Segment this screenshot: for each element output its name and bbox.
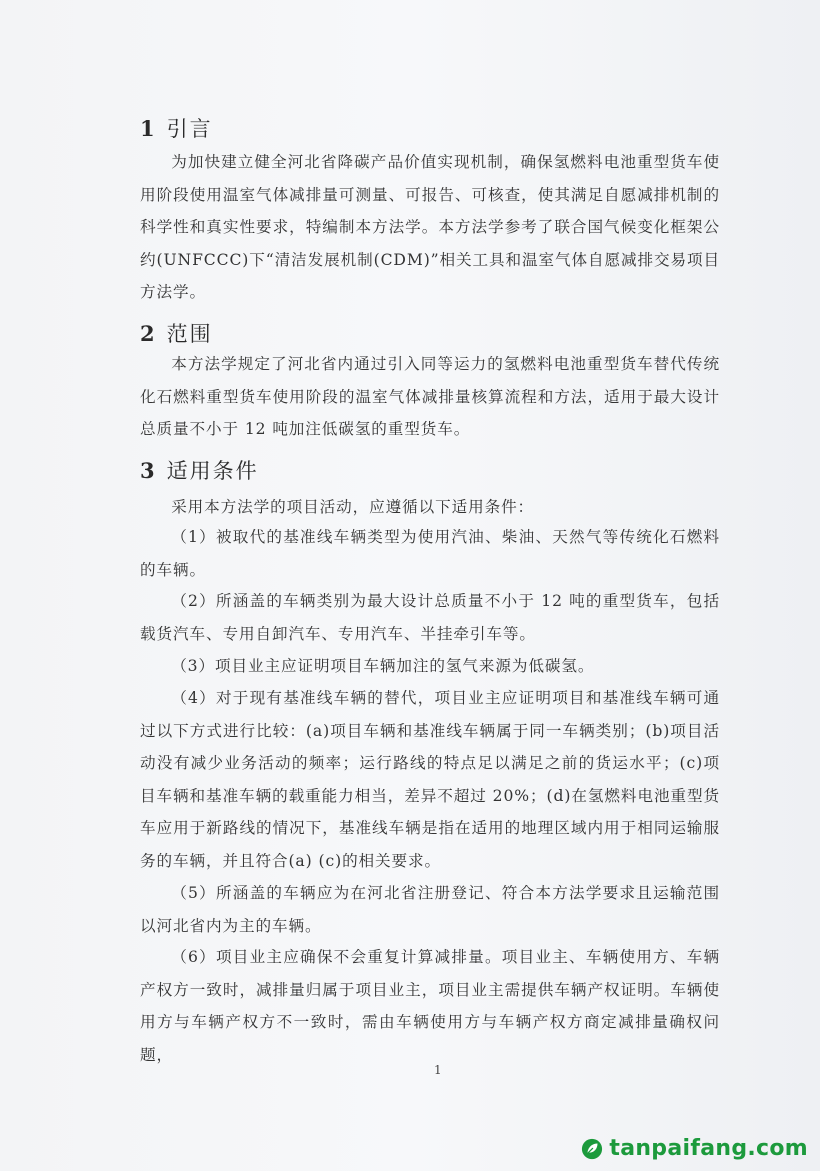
condition-5: （5）所涵盖的车辆应为在河北省注册登记、符合本方法学要求且运输范围以河北省内为主的车辆。: [140, 884, 720, 935]
watermark: [581, 1136, 808, 1161]
paragraph-intro: 为加快建立健全河北省降碳产品价值实现机制，确保氢燃料电池重型货车使用阶段使用温室气体减排量可测量、可报告、可核查，使其满足自愿减排机制的科学性和真实性要求，特编制本方法学。本方法学参考了联合国气候变化框架公约(UNFCCC)下“清洁发展机制(CDM)”相关工具和温室气体自愿减排交易项目方法学。: [140, 153, 720, 302]
condition-4: （4）对于现有基准线车辆的替代，项目业主应证明项目和基准线车辆可通过以下方式进行比较：(a)项目车辆和基准线车辆属于同一车辆类别；(b)项目活动没有减少业务活动的频率；运行路线的特点足以满足之前的货运水平；(c)项目车辆和基准车辆的载重能力相当，差异不超过 20%；(d)在氢燃料电池重型货车应用于新路线的情况下，基准线车辆是指在适用的地理区域内用于相同运输服务的车辆，并且符合(a) (c)的相关要求。: [140, 689, 720, 870]
section-heading-scope: [140, 318, 213, 348]
section-title: 适用条件: [166, 459, 259, 483]
section-heading-conditions: [140, 455, 259, 485]
section-title: 引言: [166, 117, 213, 141]
section-number: 2: [140, 321, 157, 346]
section-number: 1: [140, 116, 157, 141]
condition-1: （1）被取代的基准线车辆类型为使用汽油、柴油、天然气等传统化石燃料的车辆。: [140, 528, 720, 579]
condition-6: （6）项目业主应确保不会重复计算减排量。项目业主、车辆使用方、车辆产权方一致时，减排量归属于项目业主，项目业主需提供车辆产权证明。车辆使用方与车辆产权方不一致时，需由车辆使用方与车辆产权方商定减排量确权问题，: [140, 948, 720, 1064]
paragraph-conditions-lead: 采用本方法学的项目活动，应遵循以下适用条件：: [171, 498, 535, 516]
watermark-text: tanpaifang.com: [609, 1136, 808, 1161]
section-heading-intro: [140, 113, 213, 143]
leaf-icon: [581, 1138, 603, 1160]
section-number: 3: [140, 458, 157, 483]
condition-2: （2）所涵盖的车辆类别为最大设计总质量不小于 12 吨的重型货车，包括载货汽车、专用自卸汽车、专用汽车、半挂牵引车等。: [140, 592, 720, 643]
section-title: 范围: [166, 322, 213, 346]
page-number: 1: [434, 1063, 442, 1077]
condition-3: （3）项目业主应证明项目车辆加注的氢气来源为低碳氢。: [171, 657, 595, 675]
paragraph-scope: 本方法学规定了河北省内通过引入同等运力的氢燃料电池重型货车替代传统化石燃料重型货车使用阶段的温室气体减排量核算流程和方法，适用于最大设计总质量不小于 12 吨加注低碳氢的重型货车。: [140, 355, 720, 439]
